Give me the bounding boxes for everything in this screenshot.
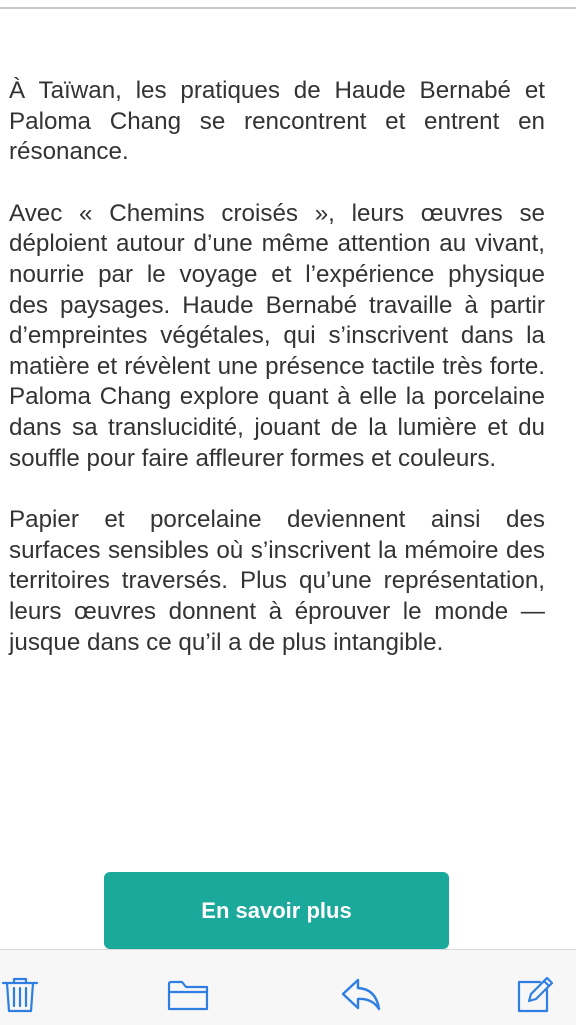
top-divider [0,7,576,9]
learn-more-button[interactable]: En savoir plus [104,872,449,949]
bottom-toolbar [0,949,576,1025]
paragraph-intro: À Taïwan, les pratiques de Haude Bernabé et Paloma Chang se rencontrent et entrent en résonance. [9,77,545,166]
paragraph-conclusion: Papier et porcelaine deviennent ainsi des surfaces sensibles où s’inscrivent la mémoire des territoires traversés. Plus qu’une représentation, leurs œuvres donnent à éprouver le monde — jusque dans ce qu’il a de plus intangible. [9,506,545,656]
folder-icon[interactable] [167,974,209,1014]
trash-icon[interactable] [0,974,40,1014]
compose-icon[interactable] [514,974,554,1014]
reply-icon[interactable] [340,974,382,1014]
paragraph-description: Avec « Chemins croisés », leurs œuvres se déploient autour d’une même attention au vivant, nourrie par le voyage et l’expérience physique des paysages. Haude Bernabé travaille à partir d’empreintes végétales, qui s’inscrivent dans la matière et révèlent une présence tactile très forte. Paloma Chang explore quant à elle la porcelaine dans sa translucidité, jouant de la lumière et du souffle pour faire affleurer formes et couleurs. [9,199,545,472]
email-body [9,76,545,689]
